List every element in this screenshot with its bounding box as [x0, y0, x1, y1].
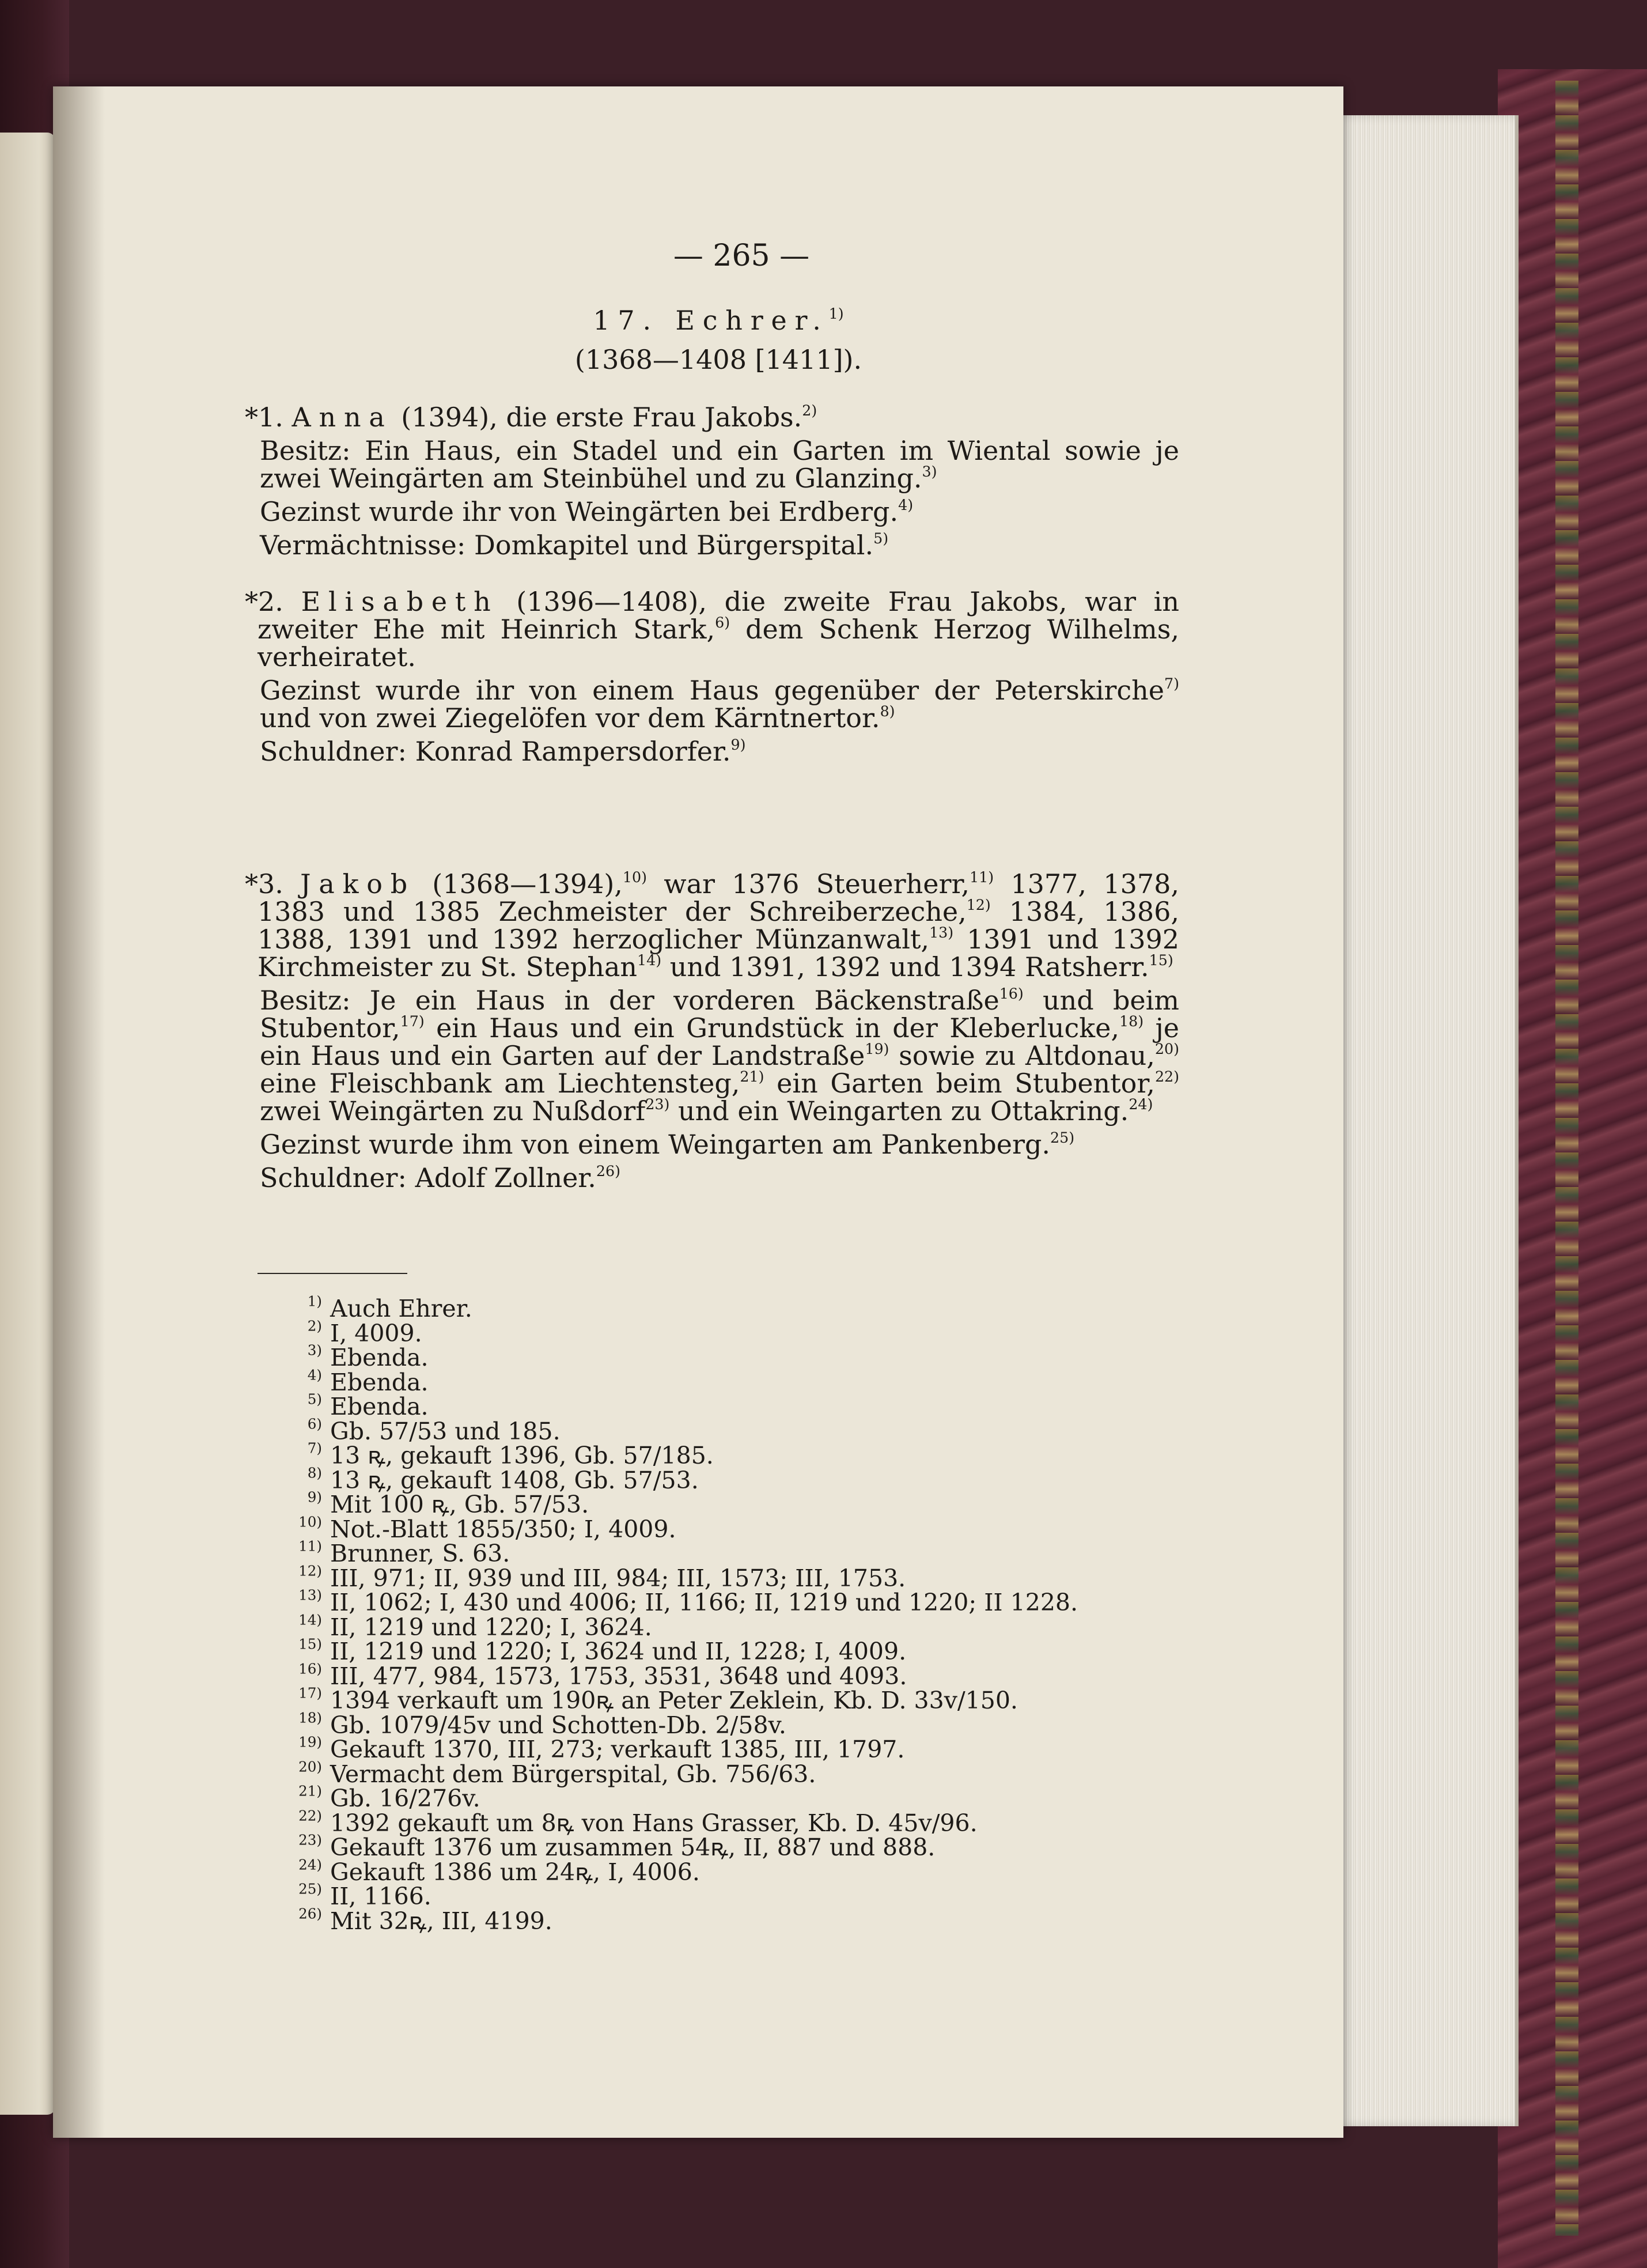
footnote-text: 13 ꝶ, gekauft 1408, Gb. 57/53. — [330, 1466, 699, 1494]
footnote-ref: 25) — [1050, 1129, 1075, 1147]
entry-anna — [245, 402, 1179, 561]
footnote-text: II, 1166. — [330, 1883, 431, 1910]
entry-paragraph: Schuldner: Adolf Zollner.$^{26)}$ — [260, 1162, 620, 1193]
footnote-24 — [258, 1856, 1179, 1886]
footnote-ref: 19) — [865, 1041, 889, 1058]
gutter-shadow — [53, 86, 105, 2138]
footnote-22 — [258, 1807, 1179, 1837]
footnote-7 — [258, 1439, 1179, 1469]
entry-name: Anna — [291, 402, 393, 433]
section-heading — [258, 307, 1179, 334]
footnote-text: Gb. 16/276v. — [330, 1785, 480, 1812]
footnote-number: 11) — [298, 1537, 322, 1555]
footnote-ref: 1) — [828, 305, 844, 323]
entry-intro-text: (1394), die erste Frau Jakobs. — [392, 402, 802, 433]
footnote-text: Brunner, S. 63. — [330, 1540, 510, 1567]
entry-intro — [245, 402, 1179, 433]
footnotes — [258, 1292, 1179, 1935]
footnote-ref: 21) — [740, 1068, 764, 1086]
entry-name: Elisabeth — [301, 586, 499, 617]
footnote-number: 2) — [307, 1317, 322, 1335]
footnote-ref: 4) — [898, 497, 914, 514]
footnote-ref: 23) — [645, 1096, 670, 1113]
entry-paragraph: Gezinst wurde ihr von einem Haus gegenüber der Peterskirche$^{7)}$ und von zwei Ziegelöfen vor dem Kärntnertor.$^{8)}$ — [260, 675, 1179, 734]
footnote-text: Ebenda. — [330, 1344, 429, 1371]
footnote-ref: 14) — [637, 952, 662, 969]
page-stack — [1331, 115, 1519, 2126]
entry-jakob — [245, 868, 1180, 1193]
footnote-text: 1394 verkauft um 190ꝶ an Peter Zeklein, Kb. D. 33v/150. — [330, 1687, 1018, 1714]
entry-marker: *1. — [245, 402, 283, 433]
footnote-number: 8) — [307, 1464, 322, 1481]
footnote-number: 19) — [298, 1733, 322, 1751]
footnote-number: 15) — [298, 1635, 322, 1653]
footnote-text: Gb. 57/53 und 185. — [330, 1417, 561, 1445]
footnote-8 — [258, 1464, 1179, 1494]
footnote-19 — [258, 1733, 1179, 1763]
footnote-15 — [258, 1635, 1179, 1665]
footnote-14 — [258, 1611, 1179, 1641]
footnote-ref: 9) — [730, 736, 746, 754]
footnote-5 — [258, 1390, 1179, 1420]
footnote-ref: 10) — [622, 869, 647, 886]
footnote-ref: 26) — [596, 1163, 620, 1180]
footnote-number: 25) — [298, 1880, 322, 1897]
footnote-ref: 24) — [1129, 1096, 1153, 1113]
footnote-text: Vermacht dem Bürgerspital, Gb. 756/63. — [330, 1760, 816, 1788]
footnote-ref: 7) — [1164, 675, 1179, 693]
footnote-number: 1) — [307, 1292, 322, 1310]
footnote-10 — [258, 1513, 1179, 1543]
footnote-number: 26) — [298, 1905, 322, 1922]
footnote-25 — [258, 1880, 1179, 1910]
footnote-text: Gekauft 1376 um zusammen 54ꝶ, II, 887 und 888. — [330, 1834, 936, 1861]
footnote-divider — [258, 1273, 407, 1274]
footnote-2 — [258, 1317, 1179, 1347]
footnote-number: 3) — [307, 1341, 322, 1359]
footnote-text: III, 477, 984, 1573, 1753, 3531, 3648 und 4093. — [330, 1662, 907, 1690]
footnote-number: 16) — [298, 1660, 322, 1677]
footnote-12 — [258, 1562, 1179, 1592]
footnote-text: III, 971; II, 939 und III, 984; III, 1573; III, 1753. — [330, 1564, 906, 1592]
footnote-ref: 2) — [802, 402, 817, 419]
book-page — [53, 86, 1343, 2138]
footnote-number: 4) — [307, 1366, 322, 1384]
footnote-16 — [258, 1660, 1179, 1690]
entry-paragraph: Gezinst wurde ihr von Weingärten bei Erdberg.$^{4)}$ — [260, 496, 914, 527]
footnote-26 — [258, 1905, 1179, 1935]
footnote-text: Gekauft 1370, III, 273; verkauft 1385, III, 1797. — [330, 1736, 905, 1763]
footnote-1 — [258, 1292, 1179, 1322]
footnote-number: 14) — [298, 1611, 322, 1628]
footnote-text: Mit 100 ꝶ, Gb. 57/53. — [330, 1491, 589, 1518]
footnote-9 — [258, 1488, 1179, 1518]
page-number: — 265 — — [673, 239, 810, 273]
footnote-ref: 16) — [999, 985, 1024, 1003]
footnote-number: 9) — [307, 1488, 322, 1506]
entry-paragraph: Schuldner: Konrad Rampersdorfer.$^{9)}$ — [260, 736, 746, 767]
footnote-text: II, 1062; I, 430 und 4006; II, 1166; II, 1219 und 1220; II 1228. — [330, 1589, 1078, 1616]
heading-dates: (1368—1408 [1411]). — [574, 344, 862, 375]
footnote-17 — [258, 1684, 1179, 1714]
footnote-number: 5) — [307, 1390, 322, 1408]
footnote-number: 22) — [298, 1807, 322, 1824]
footnote-18 — [258, 1709, 1179, 1739]
footnote-number: 17) — [298, 1684, 322, 1702]
footnote-ref: 12) — [966, 897, 991, 914]
footnote-23 — [258, 1831, 1179, 1861]
footnote-text: Gekauft 1386 um 24ꝶ, I, 4006. — [330, 1858, 700, 1886]
footnote-ref: 17) — [400, 1013, 425, 1030]
facing-page-edge — [0, 133, 55, 2115]
footnote-ref: 13) — [929, 924, 954, 942]
footnote-number: 23) — [298, 1831, 322, 1849]
footnote-6 — [258, 1415, 1179, 1445]
footnote-text: I, 4009. — [330, 1319, 422, 1347]
entry-name: Jakob — [300, 868, 416, 899]
footnote-number: 12) — [298, 1562, 322, 1579]
footnote-number: 7) — [307, 1439, 322, 1457]
entry-paragraph: Besitz: Je ein Haus in der vorderen Bäckenstraße$^{16)}$ und beim Stubentor,$^{17)}$ ein Haus und ein Grundstück in der Kleberlucke,$^{18)}$ je ein Haus und ein Garten auf der Landstraße$^{19)}$ sowie zu Altdonau,$^{20)}$ eine Fleischbank am Liechtensteg,$^{21)}$ ein Garten beim Stubentor,$^{22)}$ zwei Weingärten zu Nußdorf$^{23)}$ und ein Weingarten zu Ottakring.$^{24)}$ — [260, 985, 1180, 1127]
footnote-text: 13 ꝶ, gekauft 1396, Gb. 57/185. — [330, 1442, 714, 1469]
footnote-number: 13) — [298, 1586, 322, 1604]
footnote-text: II, 1219 und 1220; I, 3624. — [330, 1613, 652, 1641]
footnote-text: Mit 32ꝶ, III, 4199. — [330, 1907, 552, 1935]
entry-intro: *3. Jakob (1368—1394),$^{10)}$ war 1376 Steuerherr,$^{11)}$ 1377, 1378, 1383 und 1385 Zechmeister der Schreiberzeche,$^{12)}$ 1384, 1386, 1388, 1391 und 1392 herzoglicher Münzanwalt,$^{13)}$ 1391 und 1392 Kirchmeister zu St. Stephan$^{14)}$ und 1391, 1392 und 1394 Ratsherr.$^{15)}$ — [245, 868, 1179, 982]
footnote-text: Ebenda. — [330, 1368, 429, 1396]
footnote-number: 21) — [298, 1782, 322, 1800]
entry-paragraph: Gezinst wurde ihm von einem Weingarten am Pankenberg.$^{25)}$ — [260, 1129, 1075, 1160]
footnote-ref: 15) — [1149, 952, 1173, 969]
footnote-ref: 22) — [1154, 1068, 1180, 1086]
entry-marker: *3. — [245, 868, 283, 899]
footnote-3 — [258, 1341, 1179, 1371]
footnote-13 — [258, 1586, 1179, 1616]
heading-title: 17. Echrer. — [593, 305, 829, 336]
footnote-text: II, 1219 und 1220; I, 3624 und II, 1228; I, 4009. — [330, 1638, 907, 1665]
footnote-11 — [258, 1537, 1179, 1567]
entry-intro: *2. Elisabeth (1396—1408), die zweite Frau Jakobs, war in zweiter Ehe mit Heinrich Stark,$^{6)}$ dem Schenk Herzog Wilhelms, verheiratet. — [245, 586, 1179, 672]
footnote-20 — [258, 1758, 1179, 1788]
entry-marker: *2. — [245, 586, 283, 617]
footnote-ref: 5) — [873, 530, 889, 547]
footnote-text: Not.-Blatt 1855/350; I, 4009. — [330, 1515, 676, 1543]
footnote-number: 18) — [298, 1709, 322, 1726]
footnote-text: Gb. 1079/45v und Schotten-Db. 2/58v. — [330, 1711, 786, 1739]
marbled-edge — [1555, 81, 1578, 2236]
footnote-21 — [258, 1782, 1179, 1812]
footnote-number: 6) — [307, 1415, 322, 1432]
entry-paragraph: Vermächtnisse: Domkapitel und Bürgerspital.$^{5)}$ — [260, 530, 889, 561]
footnote-ref: 8) — [880, 703, 895, 720]
footnote-text: Auch Ehrer. — [330, 1295, 472, 1322]
entry-paragraph: Besitz: Ein Haus, ein Stadel und ein Garten im Wiental sowie je zwei Weingärten am Steinbühel und zu Glanzing.$^{3)}$ — [260, 435, 1179, 494]
footnote-ref: 18) — [1119, 1013, 1144, 1030]
footnote-number: 24) — [298, 1856, 322, 1873]
footnote-number: 10) — [298, 1513, 322, 1530]
footnote-ref: 3) — [922, 463, 937, 481]
footnote-number: 20) — [298, 1758, 322, 1775]
footnote-text: Ebenda. — [330, 1393, 429, 1420]
entry-elisabeth — [245, 586, 1179, 767]
footnote-text: 1392 gekauft um 8ꝶ von Hans Grasser, Kb. D. 45v/96. — [330, 1809, 978, 1837]
footnote-ref: 11) — [970, 869, 994, 886]
footnote-ref: 6) — [715, 614, 730, 632]
footnote-ref: 20) — [1154, 1041, 1179, 1058]
footnote-4 — [258, 1366, 1179, 1396]
